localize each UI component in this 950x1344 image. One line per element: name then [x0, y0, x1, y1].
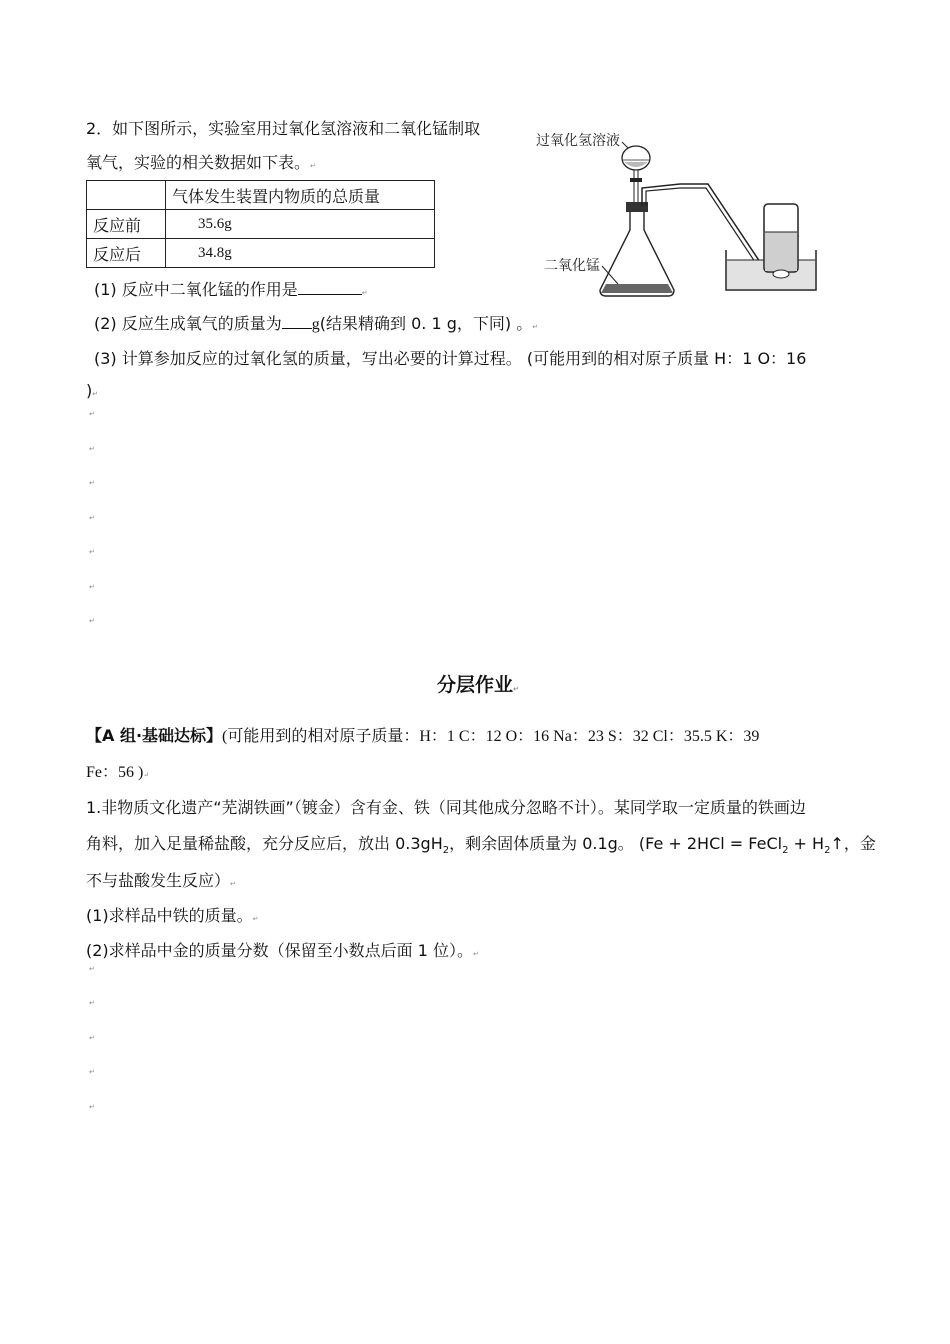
- table-row: [87, 239, 435, 268]
- table-header-cell: [87, 181, 166, 210]
- table-cell-label: 反应前: [87, 210, 166, 239]
- paragraph-mark: ↵: [89, 548, 95, 556]
- q1-sub2: (2)求样品中金的质量分数（保留至小数点后面 1 位）。↵: [86, 941, 479, 960]
- group-label: 【A 组·基础达标】: [86, 726, 223, 745]
- q2-sub2: (2) 反应生成氧气的质量为 g(结果精确到 0. 1 g，下同) 。↵: [94, 314, 539, 333]
- paragraph-mark: ↵: [361, 289, 368, 297]
- q1-line3: 不与盐酸发生反应）↵: [86, 871, 236, 890]
- paragraph-mark: ↵: [89, 1068, 95, 1076]
- paragraph-mark: ↵: [89, 445, 95, 453]
- paragraph-mark: ↵: [252, 915, 259, 923]
- paragraph-mark: ↵: [473, 950, 479, 958]
- section-title: 分层作业↵: [437, 674, 519, 696]
- q1-line2: 角料，加入足量稀盐酸，充分反应后，放出 $0.3gH_2$，剩余固体质量为 0.1g。 (Fe + 2HCl = FeCl$_2$ + $H_2↑$，金: [86, 834, 876, 857]
- paragraph-mark: ↵: [89, 617, 95, 625]
- q2-line2: 氧气，实验的相关数据如下表。↵: [86, 153, 316, 172]
- paragraph-mark: ↵: [310, 162, 316, 170]
- paragraph-mark: ↵: [89, 479, 95, 487]
- paragraph-mark: ↵: [89, 1034, 95, 1042]
- table-cell-label: 反应后: [87, 239, 166, 268]
- answer-blank: [298, 282, 362, 295]
- q1-sub1: (1)求样品中铁的质量。↵: [86, 906, 259, 925]
- table-cell-value: 34.8g: [166, 239, 435, 268]
- table-row: [87, 210, 435, 239]
- figure-label-mno2: 二氧化锰: [544, 259, 600, 274]
- paragraph-mark: ↵: [89, 514, 95, 522]
- paragraph-mark: ↵: [89, 1103, 95, 1111]
- q2-sub3: (3) 计算参加反应的过氧化氢的质量，写出必要的计算过程。 (可能用到的相对原子质量 H：1 O：16: [94, 349, 807, 368]
- q2-sub1: (1) 反应中二氧化锰的作用是 ↵: [94, 280, 368, 299]
- paragraph-mark: ↵: [230, 880, 236, 888]
- group-a-header: 【A 组·基础达标】(可能用到的相对原子质量：H：1 C：12 O：16 Na：23 S：32 Cl：35.5 K：39: [86, 726, 760, 745]
- table-cell-value: 35.6g: [166, 210, 435, 239]
- oxygen-apparatus-figure: [530, 118, 820, 303]
- mass-table: [86, 180, 435, 268]
- paragraph-mark: ↵: [89, 583, 95, 591]
- paragraph-mark: ↵: [89, 410, 95, 418]
- paragraph-mark: ↵: [513, 685, 519, 693]
- paragraph-mark: ↵: [532, 323, 539, 331]
- table-header-row: [87, 181, 435, 210]
- group-a-header-end: Fe：56 )↵: [86, 764, 150, 781]
- answer-blank: [282, 316, 312, 329]
- paragraph-mark: ↵: [89, 965, 95, 973]
- paragraph-mark: ↵: [92, 390, 99, 398]
- paragraph-mark: ↵: [89, 999, 95, 1007]
- table-header-cell: 气体发生装置内物质的总质量: [166, 181, 435, 210]
- q2-line1: 2．如下图所示，实验室用过氧化氢溶液和二氧化锰制取: [86, 119, 481, 138]
- figure-label-h2o2: 过氧化氢溶液: [536, 134, 620, 149]
- q1-line1: 1.非物质文化遗产“芜湖铁画”（镀金）含有金、铁（同其他成分忽略不计）。某同学取一定质量的铁画边: [86, 798, 806, 817]
- q2-sub3-end: )↵: [86, 381, 99, 400]
- paragraph-mark: ↵: [143, 771, 150, 779]
